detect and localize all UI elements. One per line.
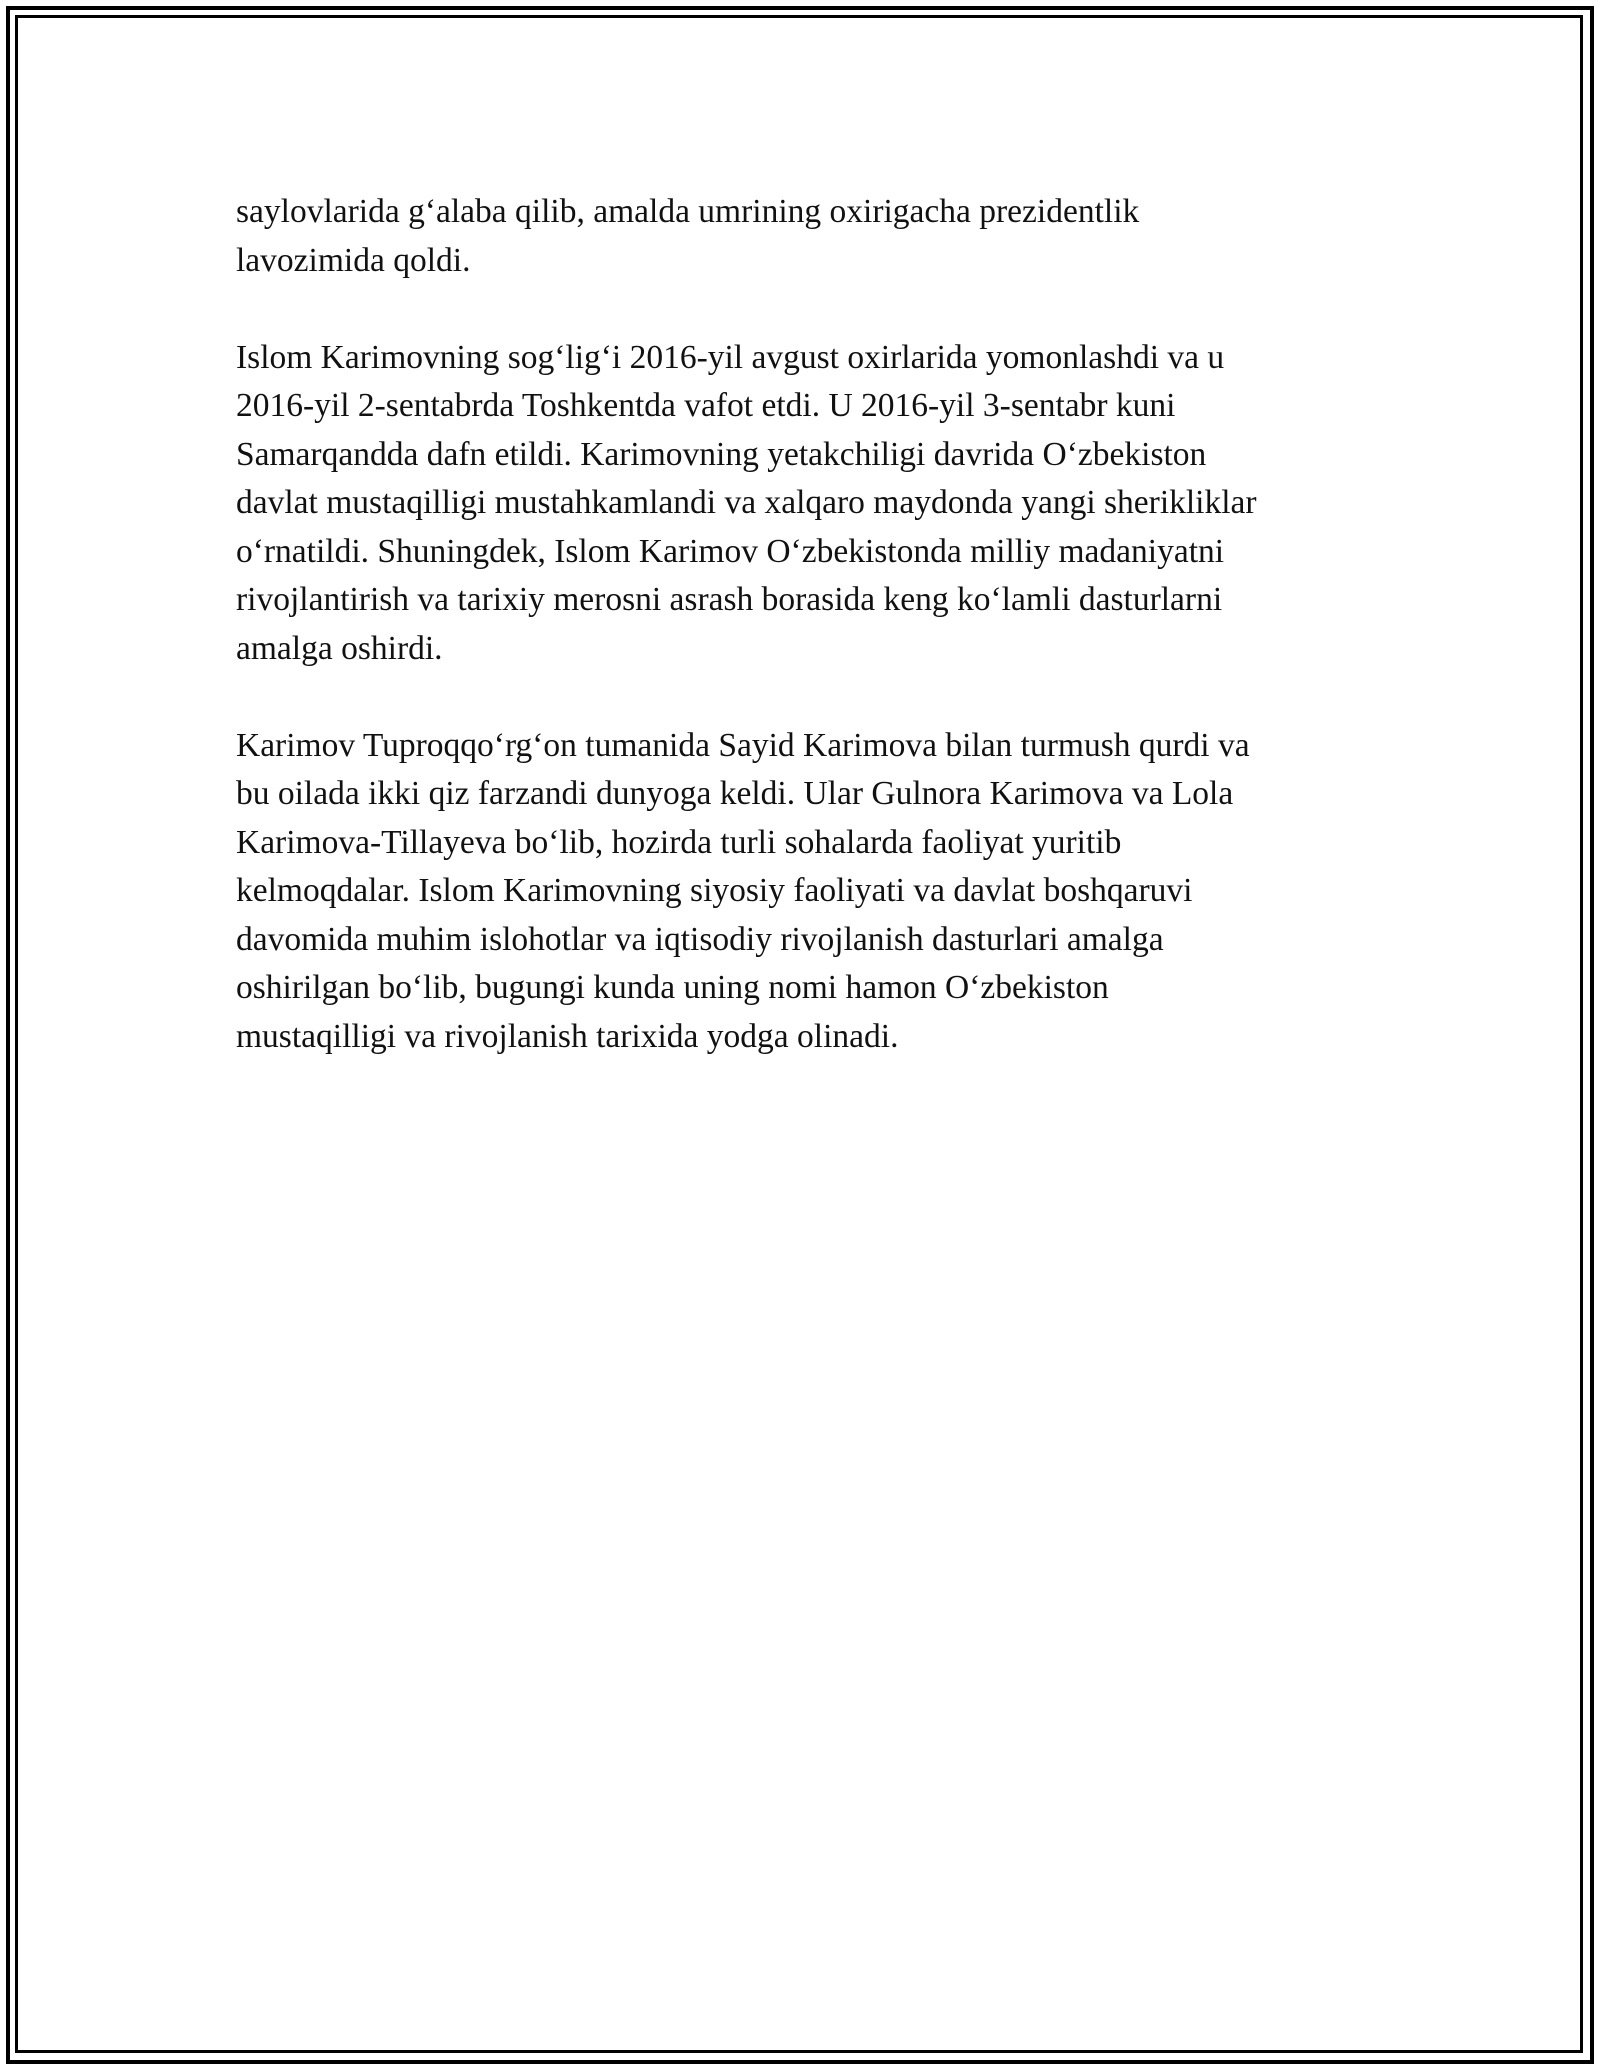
text-line: 2016-yil 2-sentabrda Toshkentda vafot etdi. U 2016-yil 3-sentabr kuni (236, 387, 1176, 424)
text-line: davlat mustaqilligi mustahkamlandi va xalqaro maydonda yangi sherikliklar (236, 484, 1257, 521)
text-line: davomida muhim islohotlar va iqtisodiy rivojlanish dasturlari amalga (236, 920, 1164, 958)
text-line: oshirilgan bo‘lib, bugungi kunda uning nomi hamon O‘zbekiston (236, 969, 1109, 1006)
text-line: saylovlarida g‘alaba qilib, amalda umrining oxirigacha prezidentlik (236, 193, 1140, 230)
text-line: mustaqilligi va rivojlanish tarixida yodga olinadi. (236, 1017, 899, 1055)
text-line: Karimov Tuproqqo‘rg‘on tumanida Sayid Karimova bilan turmush qurdi va (236, 726, 1250, 764)
text-line: rivojlantirish va tarixiy merosni asrash borasida keng ko‘lamli dasturlarni (236, 581, 1223, 618)
paragraph-3 (236, 722, 1366, 1062)
text-line: Islom Karimovning sog‘lig‘i 2016-yil avgust oxirlarida yomonlashdi va u (236, 338, 1225, 376)
text-line: o‘rnatildi. Shuningdek, Islom Karimov O‘zbekistonda milliy madaniyatni (236, 532, 1225, 570)
text-line: lavozimida qoldi. (236, 241, 471, 279)
text-line: Samarqandda dafn etildi. Karimovning yetakchiligi davrida O‘zbekiston (236, 435, 1207, 473)
text-line: bu oilada ikki qiz farzandi dunyoga keldi. Ular Gulnora Karimova va Lola (236, 775, 1234, 812)
document-body (236, 188, 1366, 1110)
text-line: kelmoqdalar. Islom Karimovning siyosiy faoliyati va davlat boshqaruvi (236, 872, 1193, 909)
paragraph-1 (236, 188, 1366, 285)
paragraph-2 (236, 334, 1366, 674)
text-line: amalga oshirdi. (236, 629, 443, 667)
text-line: Karimova-Tillayeva bo‘lib, hozirda turli sohalarda faoliyat yuritib (236, 823, 1122, 861)
